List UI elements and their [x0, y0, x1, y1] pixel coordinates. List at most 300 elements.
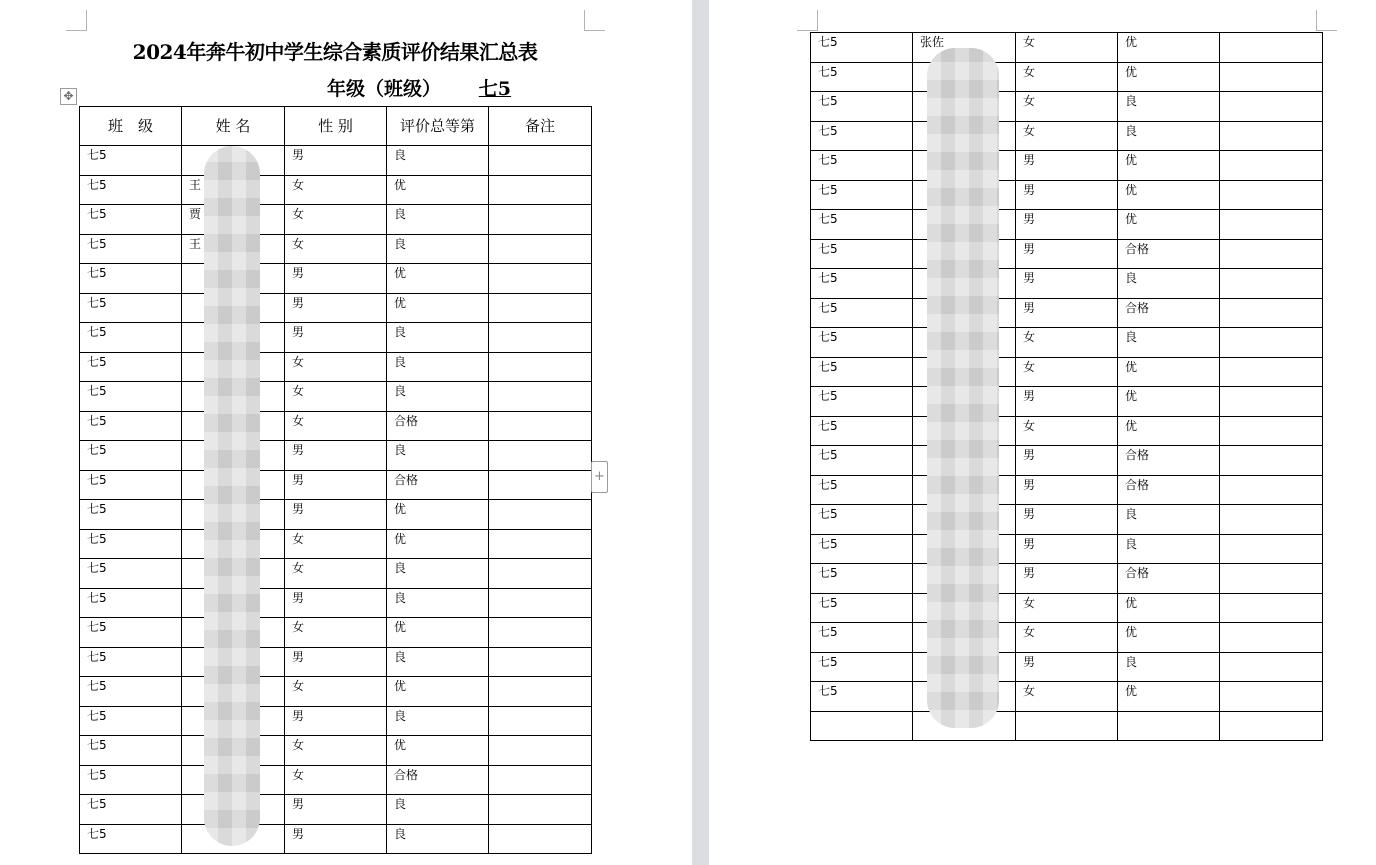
- table-row: [80, 765, 592, 795]
- cell-grade-text: 合格: [394, 767, 419, 782]
- table-row: [80, 323, 592, 353]
- cell-class-text: 七5: [818, 654, 838, 669]
- table-row: [80, 441, 592, 471]
- cell-gender: [1016, 446, 1118, 476]
- cell-gender: [1016, 623, 1118, 653]
- table-row: [811, 210, 1323, 240]
- cell-gender-text: 男: [1023, 448, 1036, 462]
- cell-note-text: [489, 353, 591, 355]
- cell-grade: [387, 706, 489, 736]
- cell-gender-text: 男: [1023, 153, 1036, 167]
- cell-gender-text: 男: [292, 590, 305, 605]
- cell-grade: [1118, 33, 1220, 63]
- cell-class-text: 七5: [818, 684, 838, 698]
- cell-note-text: [1220, 122, 1322, 124]
- cell-gender-text: 女: [1023, 123, 1036, 138]
- cell-grade: [387, 382, 489, 412]
- cell-grade-text: 良: [1125, 123, 1138, 138]
- cell-class-text: 七5: [818, 153, 838, 167]
- table-row: [80, 529, 592, 559]
- cell-gender: [1016, 475, 1118, 505]
- cell-gender: [1016, 505, 1118, 535]
- cell-note-text: [489, 707, 591, 709]
- cell-grade-text: 优: [1125, 182, 1138, 197]
- cell-class-text: 七5: [87, 354, 107, 369]
- table-row: [811, 711, 1323, 741]
- cell-grade-text: 良: [394, 354, 407, 369]
- cell-class-text: 七5: [87, 443, 107, 457]
- cell-class-text: 七5: [87, 531, 107, 546]
- cell-gender-text: 男: [292, 708, 305, 723]
- cell-class: [811, 446, 913, 476]
- cell-gender: [285, 234, 387, 264]
- cell-grade: [1118, 711, 1220, 741]
- cell-grade-text: 良: [1125, 536, 1138, 551]
- cell-class-text: 七5: [87, 413, 107, 428]
- cell-gender-text: 男: [1023, 271, 1036, 285]
- cell-note-text: [1220, 63, 1322, 65]
- cell-grade: [387, 559, 489, 589]
- cell-class: [80, 264, 182, 294]
- cell-gender-text: 男: [1023, 389, 1036, 403]
- cell-gender: [285, 323, 387, 353]
- cell-gender-text: 男: [1023, 507, 1036, 521]
- table-row: [80, 559, 592, 589]
- cell-note-text: [1220, 682, 1322, 684]
- cell-class: [80, 352, 182, 382]
- cell-class-text: 七5: [87, 561, 107, 575]
- cell-gender: [285, 647, 387, 677]
- cell-class-text: [811, 712, 912, 714]
- cell-grade-text: 良: [394, 561, 407, 575]
- cell-gender: [1016, 210, 1118, 240]
- cell-note: [489, 234, 592, 264]
- cell-note: [1220, 180, 1323, 210]
- cell-note-text: [489, 146, 591, 148]
- cell-grade: [387, 588, 489, 618]
- cell-gender: [1016, 239, 1118, 269]
- cell-grade-text: 良: [394, 384, 407, 398]
- cell-gender: [1016, 92, 1118, 122]
- cell-grade: [1118, 593, 1220, 623]
- cell-grade: [387, 677, 489, 707]
- cell-note-text: [489, 441, 591, 443]
- cell-class: [811, 151, 913, 181]
- cell-note-text: [1220, 623, 1322, 625]
- results-table-page-1: [79, 106, 592, 854]
- cell-grade: [387, 500, 489, 530]
- cell-gender-text: 女: [1023, 595, 1036, 610]
- cell-grade-text: 良: [394, 590, 407, 605]
- cell-note: [1220, 711, 1323, 741]
- cell-grade-text: 良: [394, 797, 407, 811]
- cell-grade-text: 优: [1125, 359, 1138, 374]
- table-row: [80, 706, 592, 736]
- cell-class: [811, 682, 913, 712]
- cell-gender-text: 女: [292, 620, 305, 634]
- cell-note-text: [489, 530, 591, 532]
- cell-gender-text: 女: [292, 679, 305, 693]
- cell-name-text: 张佐: [920, 35, 945, 49]
- cell-note: [1220, 682, 1323, 712]
- cell-gender: [285, 293, 387, 323]
- cell-gender-text: 女: [292, 413, 305, 428]
- cell-class-text: 七5: [818, 595, 838, 610]
- cell-gender: [285, 352, 387, 382]
- cell-note: [1220, 387, 1323, 417]
- cell-note-text: [1220, 564, 1322, 566]
- cell-class-text: 七5: [818, 359, 838, 374]
- cell-gender-text: 男: [1023, 241, 1036, 256]
- cell-class: [811, 357, 913, 387]
- cell-gender-text: 男: [1023, 654, 1036, 669]
- cell-grade-text: 良: [1125, 507, 1138, 521]
- cell-gender: [1016, 121, 1118, 151]
- cell-class-text: 七5: [87, 620, 107, 634]
- margin-corner-mark: [66, 10, 87, 31]
- cell-grade: [1118, 269, 1220, 299]
- cell-class-text: 七5: [87, 295, 107, 310]
- cell-gender-text: 男: [292, 148, 305, 162]
- cell-class: [80, 205, 182, 235]
- cell-gender: [285, 264, 387, 294]
- cell-grade-text: 优: [1125, 684, 1138, 698]
- table-row: [811, 180, 1323, 210]
- cell-class-text: 七5: [87, 325, 107, 339]
- cell-gender: [285, 765, 387, 795]
- cell-gender: [1016, 652, 1118, 682]
- cell-grade: [1118, 505, 1220, 535]
- cell-note-text: [489, 559, 591, 561]
- cell-gender-text: 女: [292, 354, 305, 369]
- cell-grade-text: 良: [394, 826, 407, 841]
- cell-class-text: 七5: [818, 448, 838, 462]
- cell-grade: [387, 795, 489, 825]
- table-row: [80, 411, 592, 441]
- cell-grade: [387, 618, 489, 648]
- cell-gender: [285, 559, 387, 589]
- cell-gender-text: 男: [1023, 182, 1036, 197]
- cell-class: [811, 505, 913, 535]
- table-row: [811, 328, 1323, 358]
- cell-class-text: 七5: [818, 123, 838, 138]
- table-row: [80, 352, 592, 382]
- cell-class-text: 七5: [87, 679, 107, 693]
- cell-note-text: [489, 205, 591, 207]
- cell-note-text: [1220, 535, 1322, 537]
- cell-gender-text: 女: [292, 767, 305, 782]
- cell-note: [1220, 239, 1323, 269]
- cell-grade-text: 良: [1125, 94, 1138, 108]
- cell-note-text: [1220, 653, 1322, 655]
- cell-grade: [1118, 121, 1220, 151]
- cell-note: [489, 618, 592, 648]
- cell-note: [1220, 269, 1323, 299]
- cell-class-text: 七5: [87, 384, 107, 398]
- cell-note: [489, 559, 592, 589]
- cell-gender: [1016, 180, 1118, 210]
- cell-note: [1220, 298, 1323, 328]
- cell-gender: [1016, 357, 1118, 387]
- cell-note-text: [489, 589, 591, 591]
- cell-note-text: [1220, 181, 1322, 183]
- cell-grade: [1118, 210, 1220, 240]
- cell-class: [80, 706, 182, 736]
- cell-note: [489, 382, 592, 412]
- cell-grade: [387, 765, 489, 795]
- add-row-icon[interactable]: +: [591, 461, 608, 493]
- cell-grade-text: 良: [394, 325, 407, 339]
- cell-grade: [387, 647, 489, 677]
- cell-gender-text: 女: [292, 738, 305, 752]
- cell-class: [80, 677, 182, 707]
- cell-gender: [1016, 416, 1118, 446]
- table-row: [811, 239, 1323, 269]
- table-row: [80, 470, 592, 500]
- cell-grade: [1118, 534, 1220, 564]
- cell-grade: [1118, 652, 1220, 682]
- cell-class: [811, 121, 913, 151]
- cell-class: [80, 323, 182, 353]
- cell-class: [80, 529, 182, 559]
- cell-class: [80, 588, 182, 618]
- results-table-page-2: [810, 32, 1323, 741]
- cell-note: [489, 706, 592, 736]
- table-row: [811, 33, 1323, 63]
- cell-grade: [387, 146, 489, 176]
- cell-class: [811, 711, 913, 741]
- cell-note: [489, 677, 592, 707]
- cell-note: [1220, 446, 1323, 476]
- cell-gender-text: 男: [292, 826, 305, 841]
- cell-note-text: [1220, 92, 1322, 94]
- grade-class-line: [327, 74, 513, 101]
- cell-class-text: 七5: [87, 207, 107, 221]
- table-row: [80, 234, 592, 264]
- cell-gender-text: 男: [1023, 212, 1036, 226]
- cell-class: [811, 298, 913, 328]
- cell-class: [811, 239, 913, 269]
- cell-class-text: 七5: [87, 590, 107, 605]
- cell-gender-text: 女: [292, 207, 305, 221]
- cell-class: [811, 62, 913, 92]
- margin-corner-mark: [797, 10, 818, 31]
- cell-gender: [1016, 564, 1118, 594]
- cell-grade: [1118, 623, 1220, 653]
- cell-gender-text: 女: [1023, 35, 1036, 49]
- cell-note: [489, 824, 592, 854]
- cell-note-text: [489, 412, 591, 414]
- header-gender: 性 别: [285, 107, 387, 146]
- cell-grade: [1118, 62, 1220, 92]
- cell-note-text: [1220, 446, 1322, 448]
- cell-grade-text: 良: [394, 207, 407, 221]
- cell-class: [811, 269, 913, 299]
- cell-gender: [1016, 298, 1118, 328]
- table-row: [811, 652, 1323, 682]
- cell-class-text: 七5: [87, 767, 107, 782]
- cell-grade: [387, 411, 489, 441]
- cell-gender-text: 女: [1023, 359, 1036, 374]
- cell-grade-text: 优: [1125, 595, 1138, 610]
- document-title: 2024年奔牛初中学生综合素质评价结果汇总表: [132, 40, 538, 64]
- table-row: [80, 264, 592, 294]
- cell-note-text: [489, 618, 591, 620]
- cell-class: [811, 534, 913, 564]
- cell-gender-text: 女: [292, 531, 305, 546]
- cell-grade: [387, 323, 489, 353]
- cell-grade: [387, 205, 489, 235]
- cell-class: [80, 382, 182, 412]
- cell-grade-text: 良: [394, 236, 407, 251]
- cell-grade: [1118, 180, 1220, 210]
- cell-gender-text: 男: [1023, 477, 1036, 492]
- table-row: [811, 593, 1323, 623]
- cell-class: [811, 92, 913, 122]
- cell-note: [489, 175, 592, 205]
- cell-grade-text: 优: [394, 738, 407, 752]
- cell-grade-text: 合格: [1125, 241, 1150, 256]
- cell-gender: [285, 205, 387, 235]
- cell-grade-text: 合格: [394, 472, 419, 487]
- cell-class-text: 七5: [87, 472, 107, 487]
- table-header-row: [80, 107, 592, 146]
- cell-note-text: [489, 294, 591, 296]
- cell-gender: [1016, 328, 1118, 358]
- cell-gender-text: 男: [292, 649, 305, 664]
- cell-class-text: 七5: [87, 826, 107, 841]
- table-row: [811, 151, 1323, 181]
- cell-class-text: 七5: [818, 330, 838, 344]
- cell-class-text: 七5: [818, 477, 838, 492]
- cell-note: [1220, 121, 1323, 151]
- cell-gender-text: 男: [292, 295, 305, 310]
- cell-note: [489, 293, 592, 323]
- cell-note: [1220, 475, 1323, 505]
- cell-grade: [387, 529, 489, 559]
- cell-grade-text: 优: [394, 679, 407, 693]
- table-row: [80, 795, 592, 825]
- table-row: [811, 623, 1323, 653]
- cell-note-text: [489, 736, 591, 738]
- cell-name-text: 王: [189, 177, 202, 192]
- cell-gender: [1016, 711, 1118, 741]
- cell-note-text: [1220, 387, 1322, 389]
- cell-gender: [285, 706, 387, 736]
- cell-note: [1220, 416, 1323, 446]
- cell-grade-text: 优: [394, 266, 407, 280]
- cell-grade-text: 优: [1125, 389, 1138, 403]
- cell-gender: [1016, 387, 1118, 417]
- cell-note: [489, 529, 592, 559]
- cell-grade: [387, 441, 489, 471]
- cell-gender: [285, 824, 387, 854]
- cell-class-text: 七5: [818, 64, 838, 79]
- cell-note-text: [489, 677, 591, 679]
- cell-gender-text: 女: [1023, 684, 1036, 698]
- table-row: [811, 92, 1323, 122]
- cell-class: [811, 387, 913, 417]
- cell-gender: [1016, 62, 1118, 92]
- cell-class-text: 七5: [87, 177, 107, 192]
- cell-gender: [285, 441, 387, 471]
- table-row: [811, 505, 1323, 535]
- header-grade: 评价总等第: [387, 107, 489, 146]
- table-body: [80, 146, 592, 854]
- cell-grade-text: 合格: [1125, 300, 1150, 315]
- cell-note: [1220, 210, 1323, 240]
- cell-class: [811, 564, 913, 594]
- cell-class-text: 七5: [87, 236, 107, 251]
- cell-class-text: 七5: [87, 148, 107, 162]
- cell-note: [1220, 623, 1323, 653]
- cell-grade-text: 优: [394, 531, 407, 546]
- cell-class-text: 七5: [818, 536, 838, 551]
- cell-grade: [1118, 328, 1220, 358]
- cell-grade-text: 合格: [1125, 477, 1150, 492]
- cell-grade: [1118, 416, 1220, 446]
- cell-gender-text: 男: [1023, 566, 1036, 580]
- cell-grade: [387, 264, 489, 294]
- cell-grade-text: 良: [394, 443, 407, 457]
- cell-note: [489, 264, 592, 294]
- cell-grade: [1118, 564, 1220, 594]
- cell-gender-text: 男: [292, 797, 305, 811]
- cell-gender: [285, 411, 387, 441]
- cell-note: [489, 441, 592, 471]
- cell-note-text: [489, 795, 591, 797]
- cell-gender-text: 女: [1023, 64, 1036, 79]
- cell-class-text: 七5: [818, 241, 838, 256]
- cell-name-text: 王: [189, 236, 202, 251]
- cell-grade-text: 优: [1125, 212, 1138, 226]
- cell-grade-text: 良: [394, 148, 407, 162]
- document-page-2: [709, 0, 1376, 865]
- table-row: [80, 293, 592, 323]
- table-row: [80, 677, 592, 707]
- cell-grade-text: 合格: [1125, 448, 1150, 462]
- cell-note: [1220, 593, 1323, 623]
- cell-gender: [1016, 33, 1118, 63]
- cell-note-text: [1220, 594, 1322, 596]
- table-row: [80, 588, 592, 618]
- margin-corner-mark: [1316, 10, 1337, 31]
- table-move-icon[interactable]: ✥: [60, 88, 77, 105]
- table-row: [811, 62, 1323, 92]
- cell-gender: [285, 382, 387, 412]
- cell-class-text: 七5: [818, 389, 838, 403]
- cell-grade: [1118, 387, 1220, 417]
- cell-note: [489, 323, 592, 353]
- cell-gender: [285, 470, 387, 500]
- cell-class: [811, 33, 913, 63]
- cell-grade-text: 优: [394, 177, 407, 192]
- cell-class: [80, 175, 182, 205]
- cell-grade-text: 优: [1125, 35, 1138, 49]
- cell-grade-text: 优: [1125, 625, 1138, 639]
- cell-grade: [1118, 239, 1220, 269]
- cell-gender-text: 男: [292, 502, 305, 516]
- cell-note: [489, 647, 592, 677]
- cell-grade: [387, 824, 489, 854]
- cell-class: [811, 180, 913, 210]
- cell-note-text: [1220, 328, 1322, 330]
- cell-gender-text: 女: [292, 384, 305, 398]
- cell-note: [489, 352, 592, 382]
- cell-class-text: 七5: [818, 507, 838, 521]
- cell-note-text: [489, 825, 591, 827]
- table-row: [80, 205, 592, 235]
